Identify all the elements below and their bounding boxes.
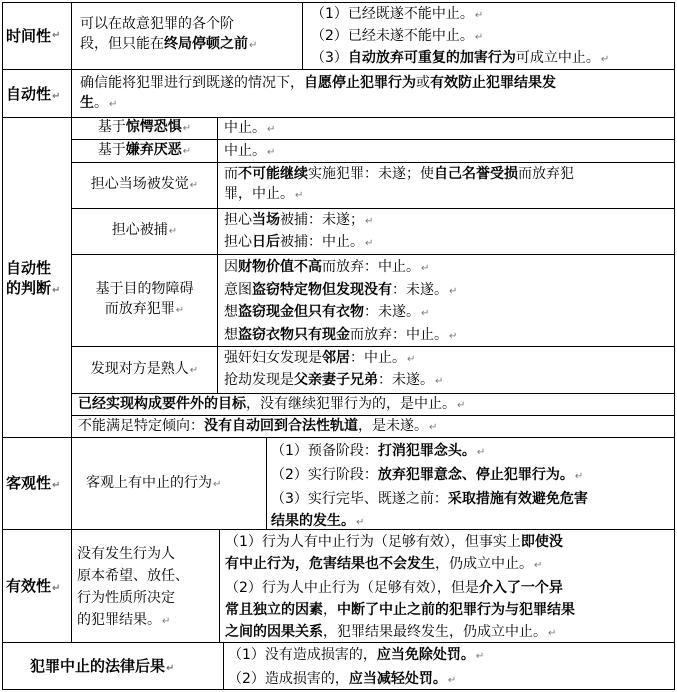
- consequence-right: （1）没有造成损害的，应当免除处罚。↵ （2）造成损害的，应当减轻处罚。↵: [228, 647, 485, 687]
- fear-label: 基于惊愕恐惧↵: [97, 119, 192, 135]
- effective-right: （1）行为人有中止行为（足够有效），但事实上即使没 有中止行为，危害结果也不会发生，仍成立中止。↵ （2）行为人中止行为（足够有效），但是介入了一个异 常且独立的因素，中断了中止之前的犯罪行为与犯罪结果 之间的因果关系，犯罪结果最终发生，仍成立中止。↵: [225, 534, 575, 640]
- effective-label: 有效性↵: [6, 577, 61, 595]
- objective-label: 客观性↵: [6, 474, 61, 492]
- acquaintance-result: 强奸妇女发现是邻居：中止。↵ 抢劫发现是父亲妻子兄弟：未遂。↵: [224, 350, 444, 388]
- time-right-text: （1）已经既遂不能中止。↵ （2）已经未遂不能中止。↵ （3）自动放弃可重复的加害行为可成立中止。↵: [311, 6, 610, 66]
- acquaintance-label: 发现对方是熟人↵: [90, 361, 199, 377]
- time-label: 时间性 ↵: [6, 27, 61, 45]
- arrested-label: 担心被捕↵: [111, 222, 178, 238]
- disgust-label: 基于嫌弃厌恶↵: [97, 142, 192, 158]
- disgust-result: 中止。↵: [224, 143, 276, 159]
- time-left-text: 可以在故意犯罪的各个阶 段，但只能在终局停顿之前↵: [80, 16, 258, 52]
- discovered-label: 担心当场被发觉↵: [90, 176, 199, 192]
- fear-result-cell: [217, 117, 675, 140]
- objective-right: （1）预备阶段：打消犯罪念头。↵ （2）实行阶段：放弃犯罪意念、停止犯罪行为。↵ （3）实行完毕、既遂之前：采取措施有效避免危害 结果的发生。↵: [271, 443, 588, 529]
- discovered-result: 而不可能继续实施犯罪：未遂；使自己名誉受损而放弃犯 罪，中止。↵: [224, 166, 574, 202]
- disgust-result-cell: [217, 139, 675, 163]
- objective-left: 客观上有中止的行为↵: [86, 475, 222, 491]
- consequence-label: 犯罪中止的法律后果↵: [30, 657, 175, 675]
- tendency-text: 不能满足特定倾向：没有自动回到合法性轨道，是未遂。↵: [78, 418, 438, 434]
- judgment-label: 自动性 的判断↵: [6, 259, 61, 297]
- effective-left: 没有发生行为人 原本希望、放任、 行为性质所决定 的犯罪结果。↵: [77, 546, 189, 628]
- goal-text: 已经实现构成要件外的目标，没有继续犯罪行为的，是中止。↵: [78, 396, 466, 412]
- voluntary-text: 确信能将犯罪进行到既遂的情况下，自愿停止犯罪行为或有效防止犯罪结果发 生。↵: [80, 75, 556, 111]
- obstacle-result: 因财物价值不高而放弃：中止。↵ 意图盗窃特定物但发现没有：未遂。↵ 想盗窃现金但只有衣物：未遂。↵ 想盗窃衣物只有现金而放弃：中止。↵: [224, 259, 458, 343]
- voluntary-label: 自动性↵: [6, 85, 61, 103]
- obstacle-label: 基于目的物障碍 而放弃犯罪↵: [95, 281, 194, 317]
- arrested-result: 担心当场被捕：未遂；↵ 担心日后被捕：中止。↵: [224, 212, 374, 250]
- fear-result: 中止。↵: [224, 120, 276, 136]
